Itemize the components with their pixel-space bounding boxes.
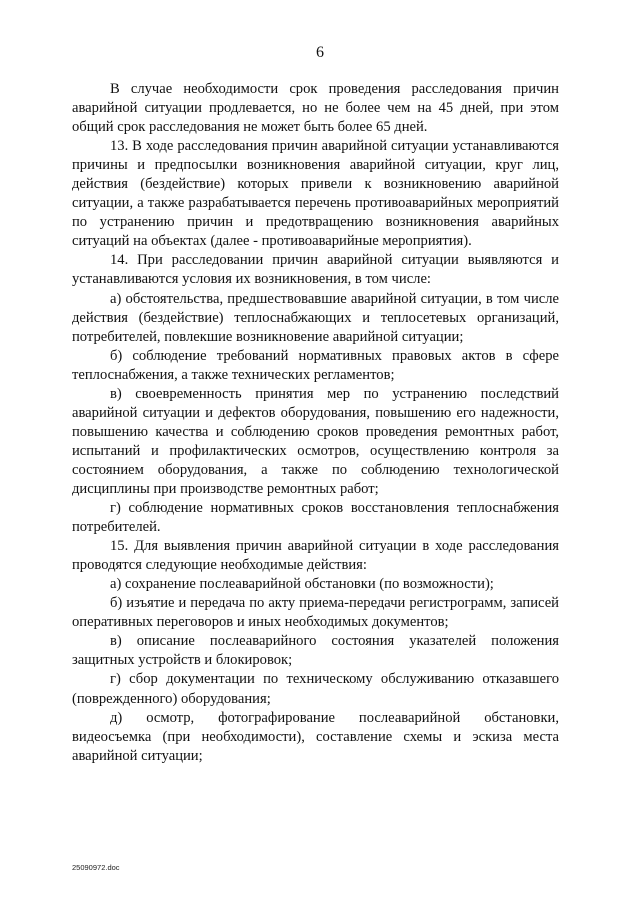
paragraph-15: 15. Для выявления причин аварийной ситуации в ходе расследования проводятся следующие необходимые действия: [72,538,559,574]
paragraph-14-v: в) своевременность принятия мер по устранению последствий аварийной ситуации и дефектов оборудования, повышению его надежности, повышению качества и соблюдению сроков проведения ремонтных работ, испытаний и профилактических осмотров, осуществлению контроля за состоянием оборудования, а также по соблюдению технологической дисциплины при производстве ремонтных работ; [72,385,559,497]
document-body [72,80,559,766]
paragraph-14-b: б) соблюдение требований нормативных правовых актов в сфере теплоснабжения, а также технических регламентов; [72,347,559,383]
paragraph-14-a: а) обстоятельства, предшествовавшие аварийной ситуации, в том числе действия (бездействие) теплоснабжающих и теплосетевых организаций, потребителей, повлекшие возникновение аварийной ситуации; [72,290,559,345]
paragraph-15-a: а) сохранение послеаварийной обстановки (по возможности); [110,576,494,593]
paragraph-15-g: г) сбор документации по техническому обслуживанию отказавшего (поврежденного) оборудования; [72,671,559,707]
page-number: 6 [316,44,324,61]
paragraph-15-v: в) описание послеаварийного состояния указателей положения защитных устройств и блокировок; [72,633,559,669]
paragraph-13: 13. В ходе расследования причин аварийной ситуации устанавливаются причины и предпосылки возникновения аварийной ситуации, круг лиц, действия (бездействие) которых привели к возникновению аварийной ситуации, а также разрабатывается перечень противоаварийных мероприятий по устранению причин и предотвращению возникновения аварийных ситуаций на объектах (далее - противоаварийные мероприятия). [72,138,559,250]
paragraph-14: 14. При расследовании причин аварийной ситуации выявляются и устанавливаются условия их возникновения, в том числе: [72,252,559,288]
paragraph-15-d: д) осмотр, фотографирование послеаварийной обстановки, видеосъемка (при необходимости), составление схемы и эскиза места аварийной ситуации; [72,709,559,764]
footer-filename: 25090972.doc [72,863,120,872]
paragraph-15-b: б) изъятие и передача по акту приема-передачи регистрограмм, записей оперативных переговоров и иных необходимых документов; [72,595,559,631]
paragraph-extension-of-term: В случае необходимости срок проведения расследования причин аварийной ситуации продлевается, но не более чем на 45 дней, при этом общий срок расследования не может быть более 65 дней. [72,81,559,136]
paragraph-14-g: г) соблюдение нормативных сроков восстановления теплоснабжения потребителей. [72,500,559,536]
